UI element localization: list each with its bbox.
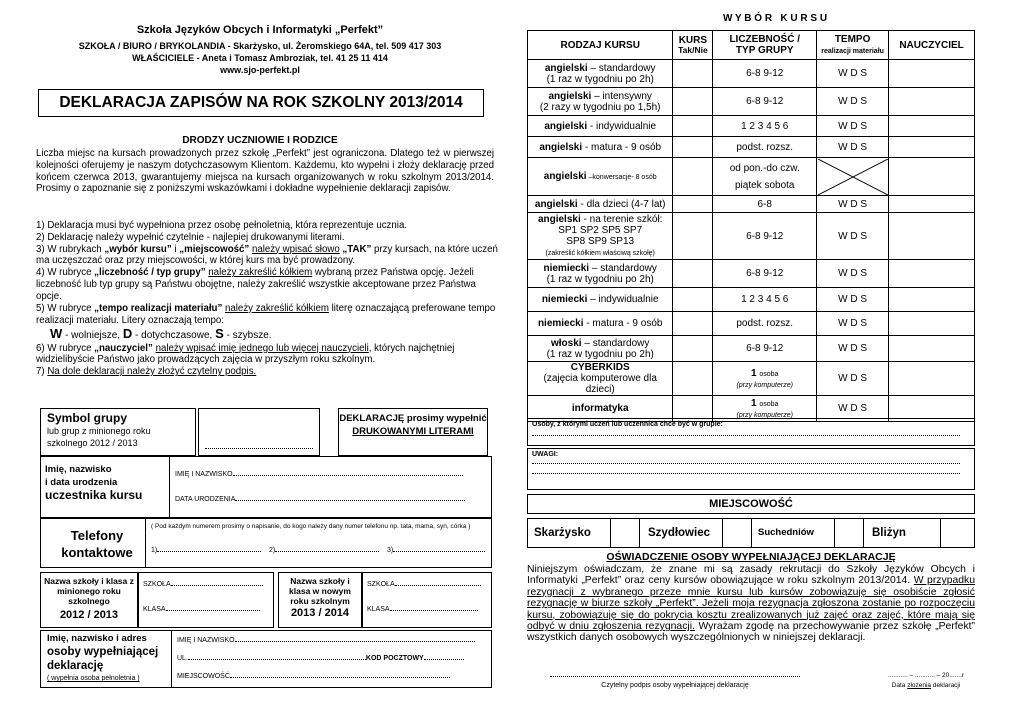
school-address: SZKOŁA / BIURO / BRYKOLANDIA - Skarżysko, ul. Żeromskiego 64A, tel. 509 417 303 bbox=[78, 41, 442, 51]
teacher-cell[interactable] bbox=[889, 60, 975, 88]
school-owners: WŁAŚCICIELE - Aneta i Tomasz Ambroziak, tel. 41 25 11 414 bbox=[132, 53, 388, 63]
phone-field-3[interactable]: 3) bbox=[387, 547, 485, 554]
place-checkbox-skarzysko[interactable] bbox=[610, 519, 640, 547]
phones-row bbox=[40, 518, 492, 568]
teacher-cell[interactable] bbox=[889, 137, 975, 158]
place-label-skarzysko: Skarżysko bbox=[534, 527, 591, 539]
place-label-blizyn: Bliżyn bbox=[872, 527, 906, 539]
phone-field-2[interactable]: 2) bbox=[269, 547, 379, 554]
course-row: angielski –konwersacje- 8 osób od pon.-do czw. piątek sobota bbox=[528, 158, 975, 196]
course-yes-no-cell[interactable] bbox=[673, 336, 713, 362]
course-row: niemiecki - matura - 9 osób podst. rozsz. W D S bbox=[528, 312, 975, 336]
statement-text: Niniejszym oświadczam, że znane mi są zasady rekrutacji do Szkoły Języków Obcych i Informatyki „Perfekt” oraz ceny kursów obowiązujące w roku szkolnym 2013/2014. W przypadku rezygnacji z wybranego przeze mnie kursu lub kursów zobowiązuję się osobiście zgłosić rezygnację w biurze szkoły „Perfekt”. Jeżeli moja rezygnacja zgłoszona zostanie po rozpoczęciu kursu, zobowiązuję się do pokrycia kosztu zrealizowanych już zajęć oraz zajęć, które mają się odbyć w dniu zgłoszenia rezygnacji. Wyrażam zgodę na przechowywanie przez szkołę „Perfekt” wszystkich danych osobowych wyszczególnionych w niniejszej deklaracji. bbox=[527, 564, 975, 644]
course-yes-no-cell[interactable] bbox=[673, 137, 713, 158]
intro-text: Liczba miejsc na kursach prowadzonych przez szkołę „Perfekt” jest ograniczona. Dlatego też w pierwszej kolejności oferujemy je naszym dotychczasowym Klientom. Każdemu, kto wypełni i złoży deklarację przed końcem czerwca 2013, gwarantujemy miejsca na kursach organizowanych w roku szkolnym 2013/2014. Prosimy o zapoznanie się z poniższymi wskazówkami i dokładne wypełnienie deklaracji zapisów. bbox=[36, 148, 494, 195]
place-label-szydlowiec: Szydłowiec bbox=[648, 527, 710, 539]
prev-school-fields[interactable]: SZKOŁA KLASA bbox=[138, 572, 274, 628]
place-label-suchedniow: Suchedniów bbox=[758, 527, 814, 538]
course-choice-title: W Y B Ó R K U R S U bbox=[722, 13, 828, 24]
group-symbol-label: Symbol grupy lub grup z minionego roku szkolnego 2012 / 2013 bbox=[40, 408, 196, 456]
next-school-label: Nazwa szkoły i klasa w nowym roku szkolnym 2013 / 2014 bbox=[278, 572, 362, 628]
course-row: niemiecki – standardowy (1 raz w tygodniu po 2h) 6-8 9-12 W D S bbox=[528, 260, 975, 288]
course-row: włoski – standardowy (1 raz w tygodniu po 2h) 6-8 9-12 W D S bbox=[528, 336, 975, 362]
course-table-header: RODZAJ KURSU KURS Tak/Nie LICZEBNOŚĆ / TYP GRUPY TEMPO realizacji materiału NAUCZYCIEL bbox=[528, 31, 975, 60]
birth-date-field[interactable]: DATA URODZENIA bbox=[175, 496, 465, 503]
place-checkbox-suchedniow[interactable] bbox=[834, 519, 864, 547]
adult-row bbox=[40, 630, 492, 688]
phones-label: Telefony kontaktowe bbox=[61, 528, 133, 560]
crossed-out-cell bbox=[817, 158, 889, 196]
intro-heading: DRODZY UCZNIOWIE I RODZICE bbox=[182, 135, 338, 146]
adult-town-field[interactable]: MIEJSCOWOŚĆ bbox=[177, 673, 450, 680]
course-row: angielski - indywidualnie 1 2 3 4 5 6 W D S bbox=[528, 116, 975, 137]
course-row: niemiecki – indywidualnie 1 2 3 4 5 6 W D S bbox=[528, 288, 975, 312]
adult-address-field[interactable]: UL. KOD POCZTOWY bbox=[177, 655, 464, 662]
course-yes-no-cell[interactable] bbox=[673, 312, 713, 336]
notes-field[interactable]: UWAGI: bbox=[527, 448, 975, 490]
phone-field-1[interactable]: 1) bbox=[151, 547, 261, 554]
print-notice: DEKLARACJĘ prosimy wypełnić DRUKOWANYMI LITERAMI bbox=[338, 408, 488, 456]
teacher-cell[interactable] bbox=[889, 288, 975, 312]
teacher-cell[interactable] bbox=[889, 158, 975, 196]
place-checkbox-szydlowiec[interactable] bbox=[722, 519, 752, 547]
place-selector bbox=[527, 518, 975, 548]
course-yes-no-cell[interactable] bbox=[673, 260, 713, 288]
participant-name-field[interactable]: IMIĘ I NAZWISKO bbox=[175, 471, 463, 478]
course-row: angielski – intensywny (2 razy w tygodniu po 1,5h) 6-8 9-12 W D S bbox=[528, 88, 975, 116]
course-yes-no-cell[interactable] bbox=[673, 88, 713, 116]
course-row: angielski - na terenie szkół: SP1 SP2 SP5 SP7 SP8 SP9 SP13 (zakreślić kółkiem właściwą szkołę) 6-8 9-12 W D S bbox=[528, 213, 975, 260]
place-heading: MIEJSCOWOŚĆ bbox=[527, 494, 975, 514]
course-yes-no-cell[interactable] bbox=[673, 288, 713, 312]
group-mates-field[interactable]: Osoby, z którymi uczeń lub uczennica chce być w grupie: bbox=[527, 418, 975, 446]
participant-name-row bbox=[40, 456, 492, 518]
teacher-cell[interactable] bbox=[889, 336, 975, 362]
teacher-cell[interactable] bbox=[889, 312, 975, 336]
course-row: informatyka 1 osoba (przy komputerze) W D S bbox=[528, 396, 975, 422]
date-field[interactable]: ........... – ........... – 20.......r Data złożenia deklaracji bbox=[887, 672, 965, 689]
place-checkbox-blizyn[interactable] bbox=[940, 519, 974, 547]
phones-note: ( Pod każdym numerem prosimy o napisanie, do kogo należy dany numer telefonu np. tata, mama, syn, córka ) bbox=[151, 523, 471, 530]
course-row: angielski – standardowy (1 raz w tygodniu po 2h) 6-8 9-12 W D S bbox=[528, 60, 975, 88]
course-yes-no-cell[interactable] bbox=[673, 116, 713, 137]
next-school-fields[interactable]: SZKOŁA KLASA bbox=[362, 572, 492, 628]
page-title: DEKLARACJA ZAPISÓW NA ROK SZKOLNY 2013/2014 bbox=[38, 89, 484, 117]
teacher-cell[interactable] bbox=[889, 116, 975, 137]
course-yes-no-cell[interactable] bbox=[673, 158, 713, 196]
course-table bbox=[527, 30, 975, 422]
course-yes-no-cell[interactable] bbox=[673, 362, 713, 396]
participant-label: Imię, nazwisko i data urodzenia uczestnika kursu bbox=[45, 464, 143, 502]
course-yes-no-cell[interactable] bbox=[673, 213, 713, 260]
enrollment-form bbox=[40, 408, 492, 688]
teacher-cell[interactable] bbox=[889, 260, 975, 288]
teacher-cell[interactable] bbox=[889, 196, 975, 213]
school-website[interactable]: www.sjo-perfekt.pl bbox=[220, 65, 300, 75]
teacher-cell[interactable] bbox=[889, 88, 975, 116]
teacher-cell[interactable] bbox=[889, 213, 975, 260]
instructions: 1) Deklaracja musi być wypełniona przez osobę pełnoletnią, która reprezentuje ucznia. 2) Deklarację należy wypełnić czytelnie - najlepiej drukowanymi literami. 3) W rubrykach „wybór kursu” i „miejscowość” należy wpisać słowo „TAK” przy kursach, na które uczeń ma uczęszczać oraz przy miejscowości, w której kurs ma być prowadzony. 4) W rubryce „liczebność / typ grupy” należy zakreślić kółkiem wybraną przez Państwa opcję. Jeżeli liczebność lub typ grupy są Państwu obojętne, należy zakreślić wszystkie akceptowane przez Państwa opcje. 5) W rubryce „tempo realizacji materiału” należy zakreślić kółkiem literę oznaczającą preferowane tempo realizacji materiału. Litery oznaczają tempo: W - wolniejsze, D - dotychczasowe, S - szybsze. 6) W rubryce „nauczyciel” należy wpisać imię jednego lub więcej nauczycieli, których najchętniej widzielibyście Państwo jako prowadzących zajęcia w przyszłym roku szkolnym. 7) Na dole deklaracji należy złożyć czytelny podpis. bbox=[36, 220, 498, 378]
course-row: CYBERKIDS (zajęcia komputerowe dla dzieci) 1 osoba (przy komputerze) W D S bbox=[528, 362, 975, 396]
prev-school-label: Nazwa szkoły i klasa z minionego roku szkolnego 2012 / 2013 bbox=[40, 572, 138, 628]
statement-title: OŚWIADCZENIE OSOBY WYPEŁNIAJĄCEJ DEKLARACJĘ bbox=[606, 551, 896, 563]
group-symbol-field[interactable] bbox=[198, 408, 320, 456]
adult-label: Imię, nazwisko i adres osoby wypełniającej deklarację ( wypełnia osoba pełnoletnia ) bbox=[47, 633, 159, 682]
adult-name-field[interactable]: IMIĘ I NAZWISKO bbox=[177, 637, 475, 644]
course-yes-no-cell[interactable] bbox=[673, 60, 713, 88]
course-row: angielski - matura - 9 osób podst. rozsz. W D S bbox=[528, 137, 975, 158]
signature-field[interactable]: Czytelny podpis osoby wypełniającej deklarację bbox=[540, 672, 810, 689]
teacher-cell[interactable] bbox=[889, 362, 975, 396]
school-name: Szkoła Języków Obcych i Informatyki „Perfekt” bbox=[136, 24, 384, 36]
course-yes-no-cell[interactable] bbox=[673, 196, 713, 213]
course-row: angielski - dla dzieci (4-7 lat) 6-8 W D S bbox=[528, 196, 975, 213]
